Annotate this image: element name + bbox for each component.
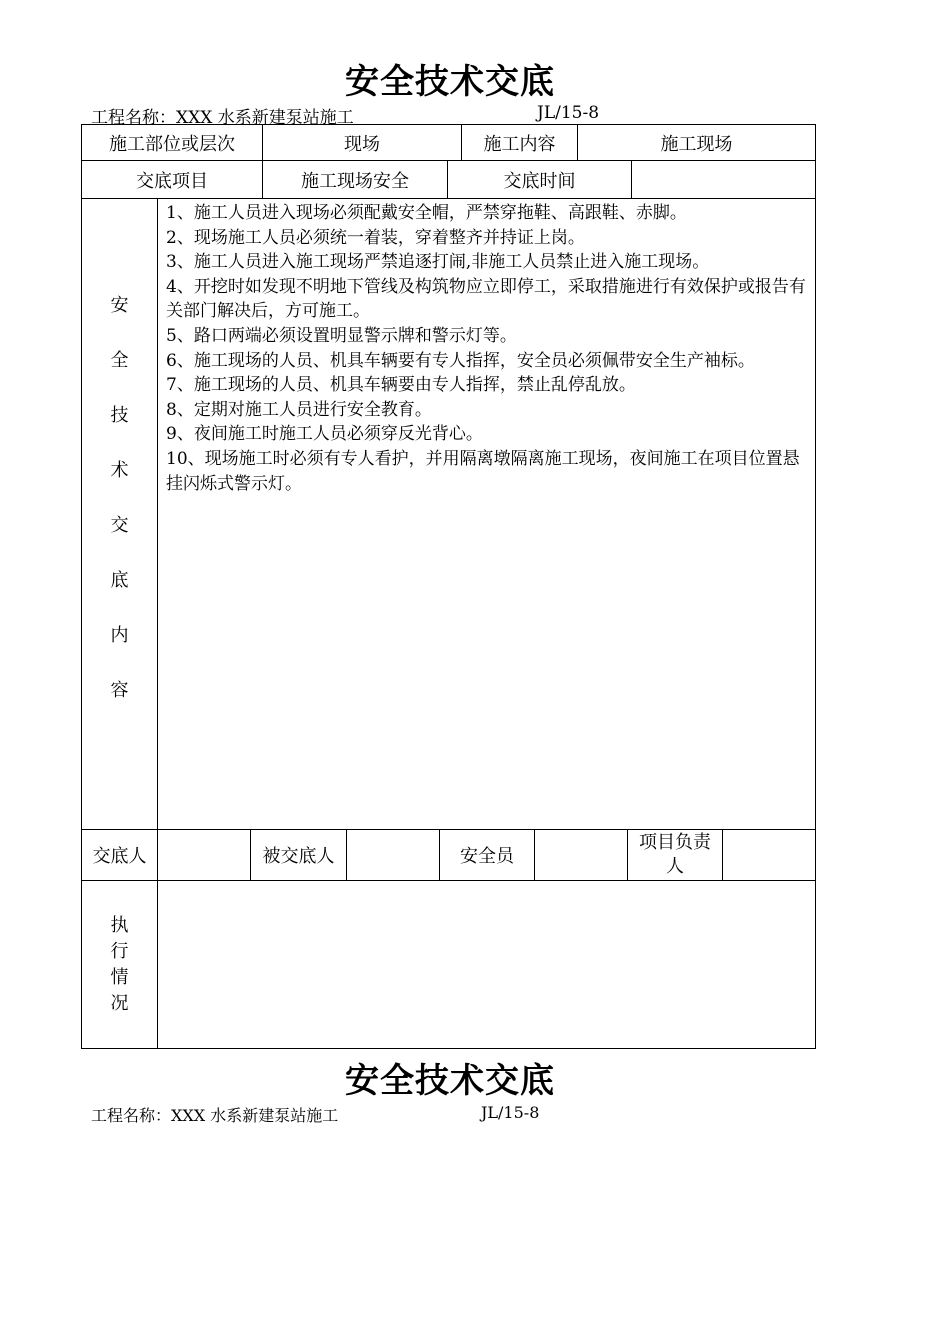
value-construction-content: 施工现场	[578, 125, 815, 161]
label-receiver: 被交底人	[251, 830, 347, 881]
side-label-char: 安	[110, 294, 129, 316]
value-construction-part: 现场	[263, 125, 462, 161]
side-label-char: 底	[110, 569, 129, 591]
label-project-lead	[628, 830, 723, 881]
content-item: 8、定期对施工人员进行安全教育。	[166, 399, 432, 420]
label-safety-officer: 安全员	[440, 830, 535, 881]
content-item: 2、现场施工人员必须统一着装，穿着整齐并持证上岗。	[166, 227, 585, 248]
exec-label-char: 执	[110, 914, 129, 936]
value-discloser	[158, 830, 251, 881]
label-discloser: 交底人	[82, 830, 158, 881]
second-document-code: JL/15-8	[481, 1103, 540, 1122]
side-label-char: 全	[110, 349, 129, 371]
label-construction-content: 施工内容	[462, 125, 578, 161]
exec-label-char: 行	[110, 940, 129, 962]
exec-label-char: 况	[110, 992, 129, 1014]
value-project-lead	[723, 830, 815, 881]
second-project-name: 工程名称：XXX 水系新建泵站施工	[91, 1106, 339, 1125]
document-title: 安全技术交底	[345, 62, 555, 102]
content-item: 5、路口两端必须设置明显警示牌和警示灯等。	[166, 325, 517, 346]
side-label-content	[82, 199, 158, 830]
value-disclosure-item: 施工现场安全	[263, 161, 448, 199]
side-label-char: 容	[110, 679, 129, 701]
content-item: 7、施工现场的人员、机具车辆要由专人指挥，禁止乱停乱放。	[166, 375, 636, 396]
content-item: 3、施工人员进入施工现场严禁追逐打闹,非施工人员禁止进入施工现场。	[166, 252, 710, 273]
exec-label-char: 情	[110, 966, 129, 988]
content-item: 9、夜间施工时施工人员必须穿反光背心。	[166, 424, 483, 445]
side-label-char: 技	[110, 404, 129, 426]
disclosure-content	[166, 201, 812, 496]
value-receiver	[347, 830, 440, 881]
content-item: 10、现场施工时必须有专人看护，并用隔离墩隔离施工现场，夜间施工在项目位置悬挂闪烁式警示灯。	[166, 448, 800, 494]
side-label-char: 术	[110, 459, 129, 481]
value-execution	[158, 881, 815, 1048]
side-label-char: 内	[110, 624, 129, 646]
label-execution	[82, 881, 158, 1048]
second-document-title: 安全技术交底	[345, 1061, 555, 1101]
value-safety-officer	[535, 830, 628, 881]
content-item: 4、开挖时如发现不明地下管线及构筑物应立即停工，采取措施进行有效保护或报告有关部门解决后，方可施工。	[166, 276, 806, 322]
content-item: 6、施工现场的人员、机具车辆要有专人指挥，安全员必须佩带安全生产袖标。	[166, 350, 755, 371]
value-disclosure-time	[632, 161, 815, 199]
project-lead-text: 项目负责人	[639, 832, 711, 877]
label-disclosure-item: 交底项目	[82, 161, 263, 199]
side-label-char: 交	[110, 514, 129, 536]
label-disclosure-time: 交底时间	[448, 161, 632, 199]
label-construction-part: 施工部位或层次	[82, 125, 263, 161]
document-code: JL/15-8	[537, 103, 600, 123]
project-name: 工程名称：XXX 水系新建泵站施工	[91, 108, 354, 128]
content-item: 1、施工人员进入现场必须配戴安全帽，严禁穿拖鞋、高跟鞋、赤脚。	[166, 203, 687, 223]
